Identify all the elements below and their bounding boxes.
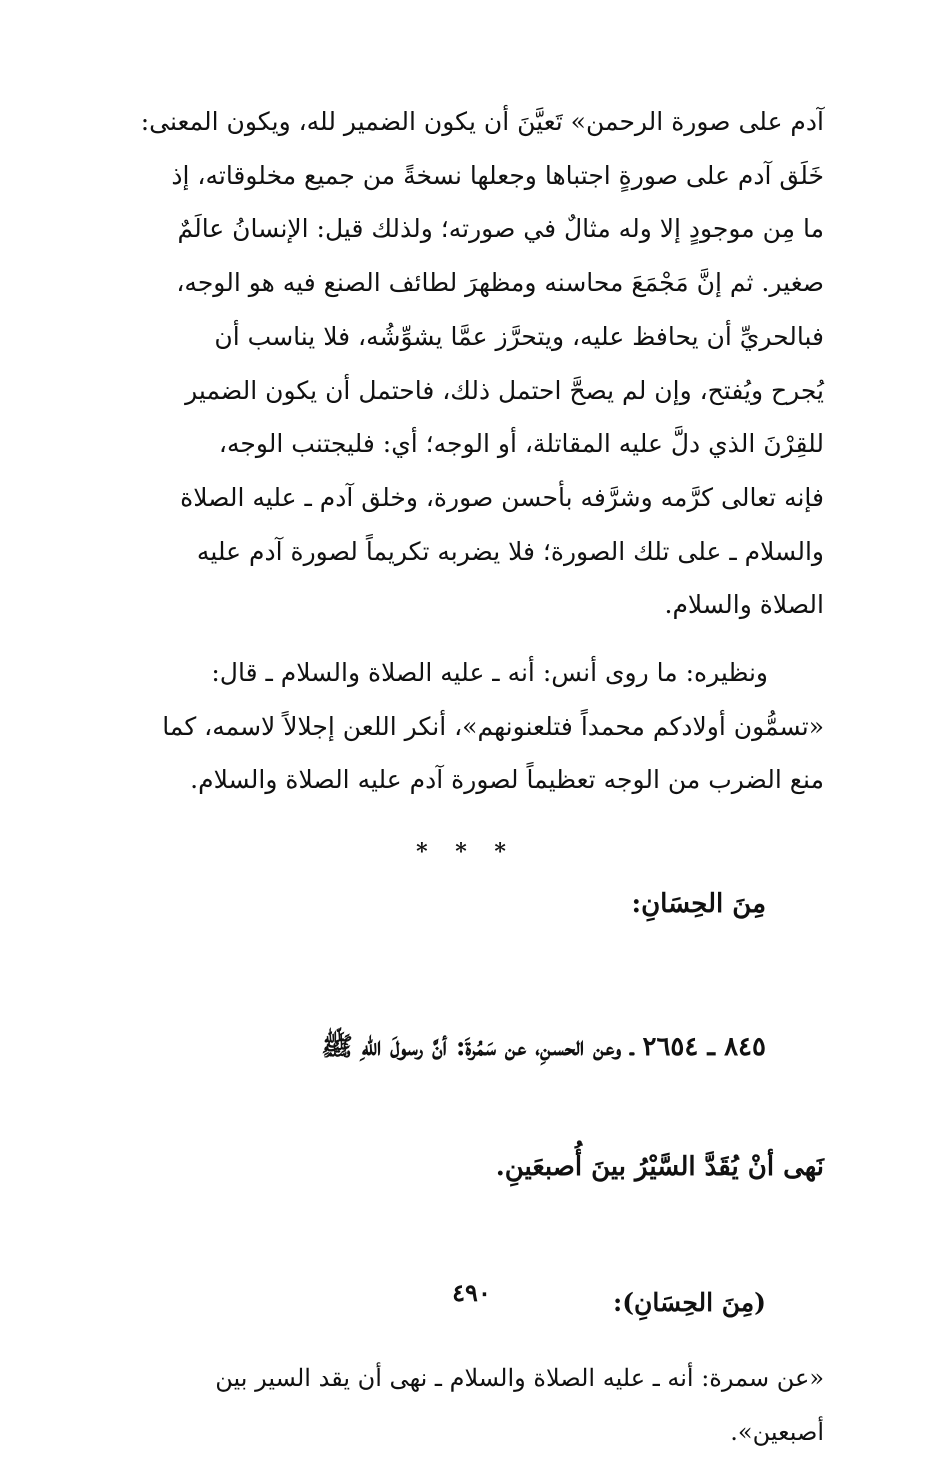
hadith-text	[108, 957, 824, 1257]
sub-heading: (مِنَ الحِسَانِ):	[613, 1288, 766, 1318]
section-heading: مِنَ الحِسَانِ:	[631, 889, 766, 920]
book-page	[108, 95, 824, 1483]
quote-paragraph: «عن سمرة: أنه ـ عليه الصلاة والسلام ـ نهى أن يقد السير بين أصبعين».	[215, 1364, 824, 1447]
page-number: ٤٩٠	[452, 1278, 491, 1307]
hadith-line-2: نَهى أنْ يُقَدَّ السَّيْرُ بينَ أُصبعَينِ.	[495, 1152, 824, 1183]
commentary-paragraph: آدم على صورة الرحمن» تَعيَّنَ أن يكون الضمير لله، ويكون المعنى: خَلَق آدم على صورةٍ اجتباها وجعلها نسخةً من جميع مخلوقاته، إذ ما مِن موجودٍ إلا وله مثالٌ في صورته؛ ولذلك قيل: الإنسانُ عالَمٌ صغير. ثم إنَّ مَجْمَعَ محاسنه ومظهرَ لطائف الصنع فيه هو الوجه، فبالحريِّ أن يحافظ عليه، ويتحرَّز عمَّا يشوِّشُه، فلا يناسب أن يُجرح ويُفتح، وإن لم يصحَّ احتمل ذلك، فاحتمل أن يكون الضمير للقِرْنَ الذي دلَّ عليه المقاتلة، أو الوجه؛ أي: فليجتنب الوجه، فإنه تعالى كرَّمه وشرَّفه بأحسن صورة، وخلق آدم ـ عليه الصلاة والسلام ـ على تلك الصورة؛ فلا يضربه تكريماً لصورة آدم عليه الصلاة والسلام.	[140, 107, 824, 620]
hadith-line-1: ٨٤٥ ـ ٢٦٥٤ ـ وعن الحسنِ، عن سَمُرةَ: أنَّ رسولَ اللهِ ﷺ	[321, 1032, 766, 1063]
commentary-paragraph-analogy: ونظيره: ما روى أنس: أنه ـ عليه الصلاة والسلام ـ قال: «تسمُّون أولادكم محمداً فتلعنونهم»، أنكر اللعن إجلالاً لاسمه، كما منع الضرب من الوجه تعظيماً لصورة آدم عليه الصلاة والسلام.	[162, 658, 824, 795]
section-separator: * * *	[416, 839, 516, 866]
